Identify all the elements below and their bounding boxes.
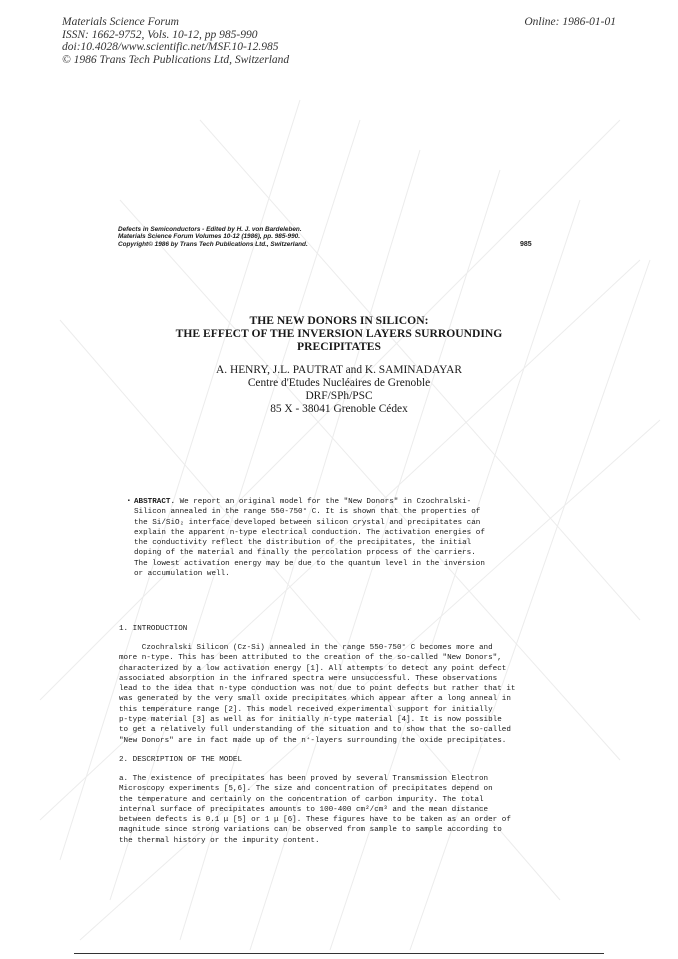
citation-line-2: Materials Science Forum Volumes 10-12 (1986), pp. 985-990. [118,233,300,241]
paragraph-line: magnitude since strong variations can be observed from sample to sample according to [119,826,502,835]
paragraph-line: Microscopy experiments [5,6]. The size and concentration of precipitates depend on [119,785,493,794]
abstract-line-1: We report an original model for the "New Donors" in Czochralski- [175,498,472,506]
title-line-1: THE NEW DONORS IN SILICON: [249,314,429,327]
paragraph-line: the temperature and certainly on the concentration of carbon impurity. The total [119,795,484,804]
affiliation-line-3: 85 X - 38041 Grenoble Cédex [270,403,408,415]
author-block [0,364,678,416]
affiliation-line-1: Centre d'Etudes Nucléaires de Grenoble [247,377,431,389]
abstract-line-6: doping of the material and finally the percolation process of the carriers. [134,549,476,558]
paragraph-line: more n-type. This has been attributed to the creation of the so-called "New Donors", [119,654,502,663]
paper-title [0,314,678,353]
issn-line: ISSN: 1662-9752, Vols. 10-12, pp 985-990 [62,28,258,41]
copyright-line: © 1986 Trans Tech Publications Ltd, Switzerland [62,53,290,66]
paragraph-line: was generated by the very small oxide precipitates which appear after a long anneal in [119,695,511,704]
abstract [134,497,485,579]
paragraph-line: the thermal history or the impurity content. [119,836,320,845]
journal-name: Materials Science Forum [62,16,179,28]
section-1-body [119,643,515,746]
affiliation-line-2: DRF/SPh/PSC [305,390,373,402]
page-number: 985 [520,241,532,248]
section-1-heading: 1. INTRODUCTION [119,625,188,633]
paragraph-line: this temperature range [2]. This model received experimental support for initially [119,705,493,714]
abstract-line-3: the Si/SiO₂ interface developed between silicon crystal and precipitates can [134,518,481,527]
title-line-2: THE EFFECT OF THE INVERSION LAYERS SURROUNDING [175,327,503,340]
paragraph-line: Czochralski Silicon (Cz-Si) annealed in the range 550-750° C becomes more and [119,644,493,652]
title-line-3: PRECIPITATES [297,340,381,353]
abstract-line-5: the conductivity reflect the distribution of the precipitates, the initial [134,539,472,548]
abstract-line-4: explain the apparent n-type electrical conduction. The activation energies of [134,528,485,537]
abstract-line-7: The lowest activation energy may be due to the quantum level in the inversion [134,559,485,568]
author-names: A. HENRY, J.L. PAUTRAT and K. SAMINADAYAR [216,364,462,376]
section-2-body [119,774,511,846]
footer-divider [74,953,604,954]
abstract-label: ABSTRACT. [134,498,176,506]
paragraph-line: characterized by a low activation energy [1]. All attempts to detect any point defect [119,664,507,673]
abstract-line-8: or accumulation well. [134,570,230,579]
doi-line: doi:10.4028/www.scientific.net/MSF.10-12.985 [62,41,279,53]
citation-block [118,226,308,248]
paragraph-line: internal surface of precipitates amounts to 100-400 cm²/cm³ and the mean distance [119,805,489,814]
online-date: Online: 1986-01-01 [524,16,616,28]
paragraph-line: p-type material [3] as well as for initially n-type material [4]. It is now possible [119,716,502,725]
paragraph-line: to get a relatively full understanding of the situation and to show that the so-called [119,726,511,735]
journal-header [62,16,289,66]
citation-line-3: Copyright© 1986 by Trans Tech Publications Ltd., Switzerland. [118,240,308,248]
paragraph-line: associated absorption in the infrared spectra were unsuccessful. These observations [119,674,498,683]
abstract-line-2: Silicon annealed in the range 550-750° C. It is shown that the properties of [134,508,481,517]
paragraph-line: between defects is 0.1 μ [5] or 1 μ [6]. These figures have to be taken as an order of [119,816,511,825]
paragraph-line: "New Donors" are in fact made up of the n⁺-layers surrounding the oxide precipitates. [119,736,507,745]
paragraph-line: lead to the idea that n-type conduction was not due to point defects but rather that it [119,685,516,694]
section-2-heading: 2. DESCRIPTION OF THE MODEL [119,756,243,764]
paragraph-line: a. The existence of precipitates has been proved by several Transmission Electron [119,775,489,783]
citation-line-1: Defects in Semiconductors - Edited by H. J. von Bardeleben. [118,226,302,233]
bullet-icon: ▪ [127,497,131,504]
